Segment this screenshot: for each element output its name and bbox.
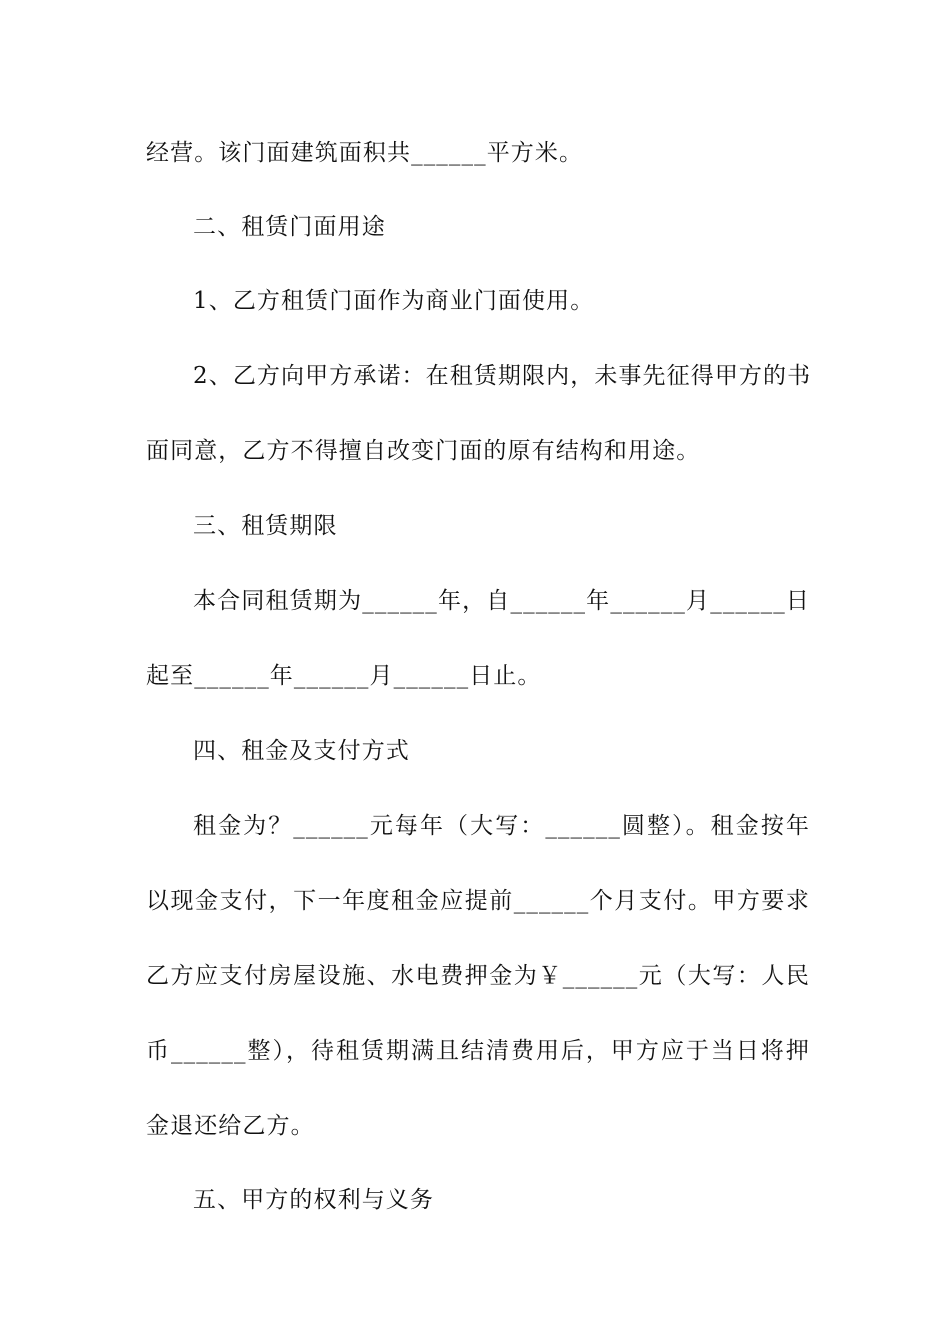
clause-rent-line-4: 币______整），待租赁期满且结清费用后，甲方应于当日将押 bbox=[146, 1038, 810, 1064]
section-heading-term: 三、租赁期限 bbox=[193, 513, 338, 539]
clause-usage-2-line-2: 面同意，乙方不得擅自改变门面的原有结构和用途。 bbox=[146, 438, 701, 464]
clause-rent-line-5: 金退还给乙方。 bbox=[146, 1113, 315, 1139]
section-heading-rent: 四、租金及支付方式 bbox=[193, 738, 410, 764]
clause-usage-1: 1、乙方租赁门面作为商业门面使用。 bbox=[193, 288, 595, 314]
section-heading-usage: 二、租赁门面用途 bbox=[193, 214, 386, 240]
section-heading-party-a-rights: 五、甲方的权利与义务 bbox=[193, 1187, 434, 1213]
clause-rent-line-3: 乙方应支付房屋设施、水电费押金为￥______元（大写：人民 bbox=[146, 963, 810, 989]
clause-rent-line-1: 租金为？______元每年（大写：______圆整）。租金按年 bbox=[193, 813, 810, 839]
clause-usage-2-line-1: 2、乙方向甲方承诺：在租赁期限内，未事先征得甲方的书 bbox=[193, 363, 812, 389]
clause-term-line-1: 本合同租赁期为______年，自______年______月______日 bbox=[193, 588, 810, 614]
body-text-area-clause: 经营。该门面建筑面积共______平方米。 bbox=[146, 140, 584, 166]
clause-rent-line-2: 以现金支付，下一年度租金应提前______个月支付。甲方要求 bbox=[146, 888, 810, 914]
clause-term-line-2: 起至______年______月______日止。 bbox=[146, 663, 542, 689]
